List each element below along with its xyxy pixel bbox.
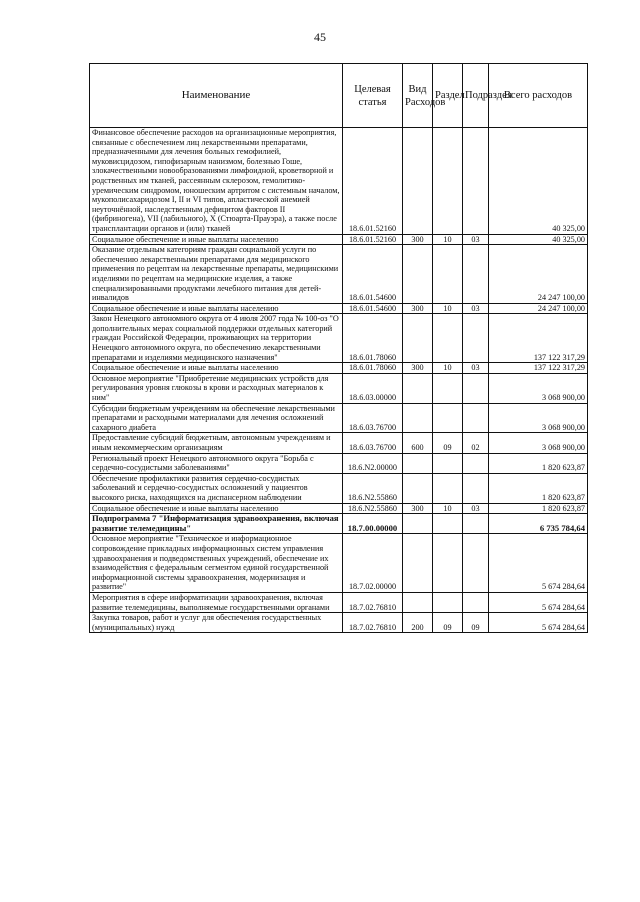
cell-kind	[403, 245, 433, 304]
cell-section: 10	[433, 363, 463, 374]
cell-total: 1 820 623,87	[489, 473, 588, 503]
cell-section	[433, 473, 463, 503]
cell-subsection	[463, 534, 489, 593]
table-row	[90, 245, 588, 304]
page-number: 45	[314, 30, 326, 44]
table-row	[90, 433, 588, 453]
cell-target: 18.7.02.76810	[343, 613, 403, 633]
cell-name: Мероприятия в сфере информатизации здравоохранения, включая развитие телемедицины, выполняемые государственными органами	[90, 592, 343, 612]
cell-name: Оказание отдельным категориям граждан социальной услуги по обеспечению лекарственными препаратами для медицинского применения по рецептам на лекарственные препараты, медицинскими изделиями по рецептам на медицинские изделия, а также специализированными продуктами лечебного питания для детей-инвалидов	[90, 245, 343, 304]
cell-total: 40 325,00	[489, 234, 588, 245]
cell-target: 18.6.N2.55860	[343, 503, 403, 514]
cell-target: 18.6.N2.00000	[343, 453, 403, 473]
cell-kind: 300	[403, 234, 433, 245]
cell-section: 10	[433, 503, 463, 514]
cell-target: 18.6.01.78060	[343, 363, 403, 374]
cell-kind	[403, 373, 433, 403]
header-name: Наименование	[90, 64, 343, 128]
cell-kind: 300	[403, 303, 433, 314]
cell-target: 18.7.00.00000	[343, 514, 403, 534]
header-target: Целевая статья	[343, 64, 403, 128]
cell-subsection	[463, 314, 489, 363]
cell-name: Финансовое обеспечение расходов на организационные мероприятия, связанные с обеспечением лиц лекарственными препаратами, предназначенными для лечения больных гемофилией, муковисцидозом, гипофизарным нанизмом, болезнью Гоше, злокачественными новообразованиями лимфоидной, кроветворной и родственных им тканей, рассеянным склерозом, гемолитико-уремическим синдромом, юношеским артритом с системным началом, мукополисахаридозом I, II и VI типов, апластической анемией неуточнённой, наследственным дефицитом факторов II (фибриногена), VII (лабильного), X (Стюарта-Прауэра), а также после трансплантации органов и (или) тканей	[90, 128, 343, 235]
table-row	[90, 503, 588, 514]
cell-kind	[403, 128, 433, 235]
budget-table	[89, 63, 588, 633]
cell-kind: 600	[403, 433, 433, 453]
cell-name: Основное мероприятие "Техническое и информационное сопровождение прикладных информационных систем управления здравоохранения и подведомственных учреждений, обеспечение их взаимодействия с федеральным сегментом единой государственной информационной системы здравоохранения, модернизация и развитие"	[90, 534, 343, 593]
cell-name: Социальное обеспечение и иные выплаты населению	[90, 303, 343, 314]
cell-target: 18.6.01.52160	[343, 234, 403, 245]
cell-name: Предоставление субсидий бюджетным, автономным учреждениям и иным некоммерческим организациям	[90, 433, 343, 453]
header-subsection: Подраздел	[463, 64, 489, 128]
cell-subsection: 03	[463, 303, 489, 314]
header-row	[90, 64, 588, 128]
cell-total: 24 247 100,00	[489, 303, 588, 314]
cell-name: Социальное обеспечение и иные выплаты населению	[90, 363, 343, 374]
table-row	[90, 473, 588, 503]
cell-target: 18.6.N2.55860	[343, 473, 403, 503]
cell-kind	[403, 453, 433, 473]
cell-kind	[403, 592, 433, 612]
cell-subsection: 03	[463, 503, 489, 514]
cell-section	[433, 128, 463, 235]
cell-total: 3 068 900,00	[489, 403, 588, 433]
header-kind: Вид Расходов	[403, 64, 433, 128]
header-section: Раздел	[433, 64, 463, 128]
cell-subsection	[463, 453, 489, 473]
cell-subsection	[463, 514, 489, 534]
cell-name: Социальное обеспечение и иные выплаты населению	[90, 234, 343, 245]
cell-subsection	[463, 403, 489, 433]
cell-kind: 200	[403, 613, 433, 633]
cell-name: Подпрограмма 7 "Информатизация здравоохранения, включая развитие телемедицины"	[90, 514, 343, 534]
cell-section	[433, 373, 463, 403]
cell-section: 09	[433, 433, 463, 453]
table-row	[90, 514, 588, 534]
cell-subsection	[463, 592, 489, 612]
cell-total: 137 122 317,29	[489, 363, 588, 374]
cell-target: 18.6.03.00000	[343, 373, 403, 403]
cell-name: Социальное обеспечение и иные выплаты населению	[90, 503, 343, 514]
cell-total: 24 247 100,00	[489, 245, 588, 304]
cell-total: 6 735 784,64	[489, 514, 588, 534]
cell-section	[433, 314, 463, 363]
cell-kind	[403, 473, 433, 503]
cell-section	[433, 592, 463, 612]
cell-subsection	[463, 473, 489, 503]
cell-target: 18.6.01.78060	[343, 314, 403, 363]
table-row	[90, 303, 588, 314]
cell-total: 3 068 900,00	[489, 433, 588, 453]
table-row	[90, 363, 588, 374]
table-row	[90, 613, 588, 633]
cell-name: Закупка товаров, работ и услуг для обеспечения государственных (муниципальных) нужд	[90, 613, 343, 633]
table-row	[90, 128, 588, 235]
cell-total: 5 674 284,64	[489, 592, 588, 612]
cell-kind	[403, 403, 433, 433]
table-row	[90, 592, 588, 612]
table-row	[90, 403, 588, 433]
cell-target: 18.6.01.52160	[343, 128, 403, 235]
cell-total: 3 068 900,00	[489, 373, 588, 403]
table-row	[90, 314, 588, 363]
table-row	[90, 234, 588, 245]
table-row	[90, 373, 588, 403]
cell-section: 10	[433, 234, 463, 245]
cell-kind	[403, 534, 433, 593]
cell-subsection: 03	[463, 234, 489, 245]
cell-target: 18.6.01.54600	[343, 303, 403, 314]
cell-target: 18.6.03.76700	[343, 403, 403, 433]
cell-kind	[403, 514, 433, 534]
table-row	[90, 453, 588, 473]
cell-name: Субсидии бюджетным учреждениям на обеспечение лекарственными препаратами и расходными материалами для лечения осложнений сахарного диабета	[90, 403, 343, 433]
header-total: Всего расходов	[489, 64, 588, 128]
cell-section	[433, 245, 463, 304]
cell-name: Закон Ненецкого автономного округа от 4 июля 2007 года № 100-оз "О дополнительных мерах социальной поддержки отдельных категорий граждан Российской Федерации, проживающих на территории Ненецкого автономного округа, по обеспечению лекарственными препаратами и изделиями медицинского назначения"	[90, 314, 343, 363]
cell-section	[433, 453, 463, 473]
cell-kind: 300	[403, 363, 433, 374]
cell-subsection: 03	[463, 363, 489, 374]
cell-subsection	[463, 245, 489, 304]
cell-section: 09	[433, 613, 463, 633]
cell-target: 18.6.01.54600	[343, 245, 403, 304]
cell-total: 40 325,00	[489, 128, 588, 235]
cell-subsection: 02	[463, 433, 489, 453]
cell-target: 18.7.02.00000	[343, 534, 403, 593]
cell-total: 5 674 284,64	[489, 613, 588, 633]
cell-name: Обеспечение профилактики развития сердечно-сосудистых заболеваний и сердечно-сосудистых осложнений у пациентов высокого риска, находящихся на диспансерном наблюдении	[90, 473, 343, 503]
cell-target: 18.6.03.76700	[343, 433, 403, 453]
cell-total: 1 820 623,87	[489, 453, 588, 473]
cell-total: 137 122 317,29	[489, 314, 588, 363]
cell-section	[433, 514, 463, 534]
cell-target: 18.7.02.76810	[343, 592, 403, 612]
table-row	[90, 534, 588, 593]
cell-kind	[403, 314, 433, 363]
cell-kind: 300	[403, 503, 433, 514]
cell-subsection	[463, 373, 489, 403]
cell-total: 1 820 623,87	[489, 503, 588, 514]
cell-section	[433, 534, 463, 593]
cell-section: 10	[433, 303, 463, 314]
cell-total: 5 674 284,64	[489, 534, 588, 593]
cell-name: Региональный проект Ненецкого автономного округа "Борьба с сердечно-сосудистыми заболеваниями"	[90, 453, 343, 473]
cell-name: Основное мероприятие "Приобретение медицинских устройств для регулирования уровня глюкозы в крови и расходных материалов к ним"	[90, 373, 343, 403]
cell-subsection: 09	[463, 613, 489, 633]
table-body	[90, 128, 588, 633]
cell-section	[433, 403, 463, 433]
cell-subsection	[463, 128, 489, 235]
